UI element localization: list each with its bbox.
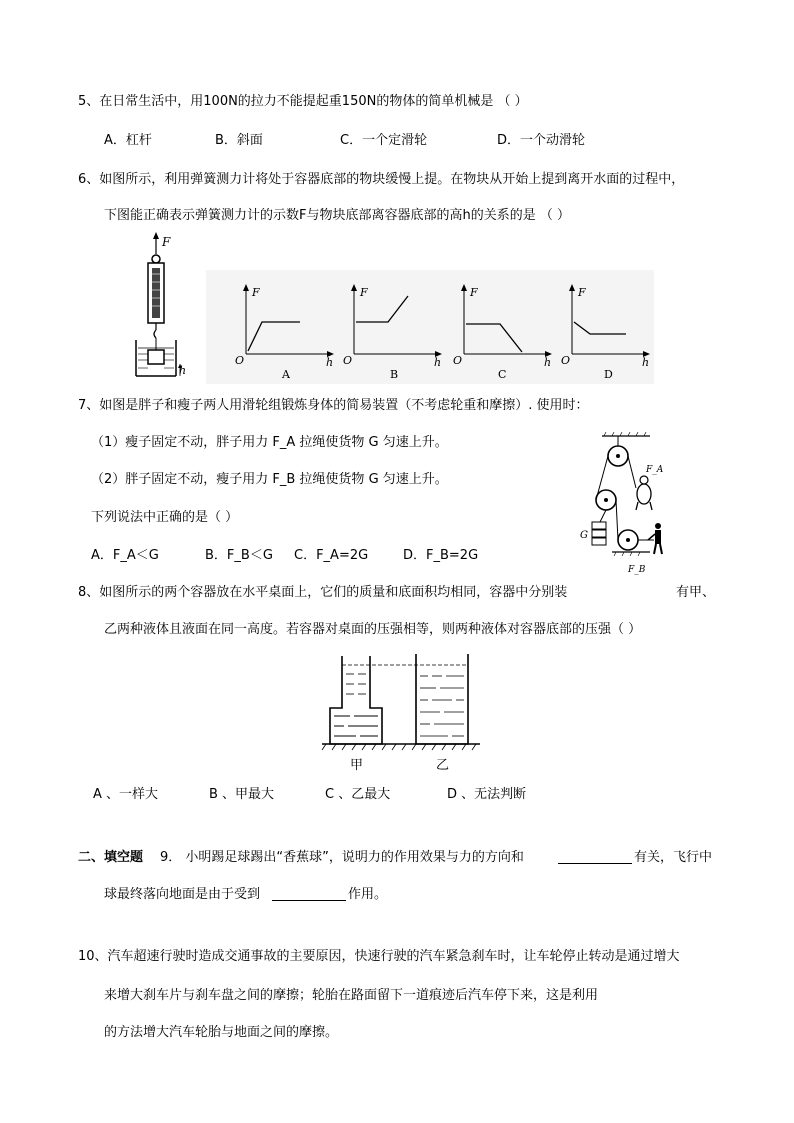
spring-scale-figure: [132, 232, 188, 384]
scale-h-label: h: [179, 364, 187, 377]
svg-text:F: F: [470, 286, 478, 299]
svg-text:F: F: [360, 286, 368, 299]
graph-b[interactable]: [342, 282, 448, 382]
graph-a-label: A: [282, 368, 290, 381]
q5-option-d[interactable]: D．一个动滑轮: [497, 133, 586, 148]
graph-c-label: C: [498, 368, 507, 381]
q9-line2: 球最终落向地面是由于受到: [104, 887, 261, 902]
pulley-figure: [578, 432, 674, 578]
svg-text:G: G: [580, 530, 588, 541]
q5-option-b[interactable]: B．斜面: [215, 133, 263, 148]
svg-text:O: O: [235, 354, 245, 367]
q6-stem-line1: 6、如图所示，利用弹簧测力计将处于容器底部的物块缓慢上提。在物块从开始上提到离开水面的过程中，: [78, 172, 685, 187]
q7-item2: （2）胖子固定不动，瘦子用力 F_B 拉绳使货物 G 匀速上升。: [91, 472, 448, 487]
q10-line1: 10、汽车超速行驶时造成交通事故的主要原因，快速行驶的汽车紧急刹车时，让车轮停止转动是通过增大: [78, 949, 680, 964]
svg-text:O: O: [343, 354, 353, 367]
q8-option-d[interactable]: D 、无法判断: [447, 787, 527, 802]
svg-text:h: h: [434, 356, 442, 369]
q5-option-a[interactable]: A．杠杆: [104, 133, 152, 148]
svg-text:O: O: [453, 354, 463, 367]
graph-b-label: B: [390, 368, 399, 381]
containers-figure: [320, 648, 484, 774]
q9-line2-end: 作用。: [348, 887, 388, 902]
svg-text:h: h: [326, 356, 334, 369]
q5-stem: 5、在日常生活中，用100N的拉力不能提起重150N的物体的简单机械是 （ ）: [78, 94, 528, 109]
q9-line1: 9． 小明踢足球踢出“香蕉球”，说明力的作用效果与力的方向和: [160, 850, 524, 865]
graph-c[interactable]: [452, 282, 558, 382]
q6-stem-line2: 下图能正确表示弹簧测力计的示数F与物块底部离容器底部的高h的关系的是 （ ）: [104, 208, 570, 223]
q8-stem-line1-end: 有甲、: [676, 585, 716, 600]
q5-option-c[interactable]: C．一个定滑轮: [340, 133, 428, 148]
svg-text:F: F: [252, 286, 260, 299]
q7-stem: 7、如图是胖子和瘦子两人用滑轮组锻炼身体的简易装置（不考虑轮重和摩擦）. 使用时：: [78, 398, 589, 413]
graph-a[interactable]: [234, 282, 340, 382]
svg-text:F: F: [578, 286, 586, 299]
q10-line3: 的方法增大汽车轮胎与地面之间的摩擦。: [104, 1025, 339, 1040]
q7-option-d[interactable]: D．F_B=2G: [403, 548, 479, 563]
q9-blank-1[interactable]: [558, 863, 632, 864]
q7-option-b[interactable]: B．F_B＜G: [205, 548, 273, 563]
section-heading: 二、填空题: [78, 850, 144, 865]
q10-line2: 来增大刹车片与刹车盘之间的摩擦；轮胎在路面留下一道痕迹后汽车停下来，这是利用: [104, 988, 599, 1003]
q7-option-c[interactable]: C．F_A=2G: [294, 548, 369, 563]
label-yi: 乙: [436, 758, 450, 773]
q9-line1-end: 有关，飞行中: [634, 850, 713, 865]
svg-text:F_B: F_B: [628, 565, 646, 575]
svg-text:h: h: [642, 356, 650, 369]
q8-stem-line2: 乙两种液体且液面在同一高度。若容器对桌面的压强相等，则两种液体对容器底部的压强（ ）: [104, 622, 642, 637]
q8-option-a[interactable]: A 、一样大: [93, 787, 159, 802]
q8-stem-line1: 8、如图所示的两个容器放在水平桌面上，它们的质量和底面积均相同，容器中分别装: [78, 585, 568, 600]
label-jia: 甲: [350, 758, 364, 773]
q8-option-b[interactable]: B 、甲最大: [209, 787, 275, 802]
q7-option-a[interactable]: A．F_A＜G: [91, 548, 159, 563]
svg-text:h: h: [544, 356, 552, 369]
graph-d[interactable]: [560, 282, 654, 382]
q7-item1: （1）瘦子固定不动，胖子用力 F_A 拉绳使货物 G 匀速上升。: [91, 435, 448, 450]
graph-d-label: D: [604, 368, 613, 381]
svg-text:F_A: F_A: [646, 465, 664, 475]
q7-prompt: 下列说法中正确的是（ ）: [91, 510, 239, 525]
q8-option-c[interactable]: C 、乙最大: [325, 787, 391, 802]
svg-text:O: O: [561, 354, 571, 367]
q9-blank-2[interactable]: [272, 900, 346, 901]
scale-f-label: F: [162, 235, 171, 249]
